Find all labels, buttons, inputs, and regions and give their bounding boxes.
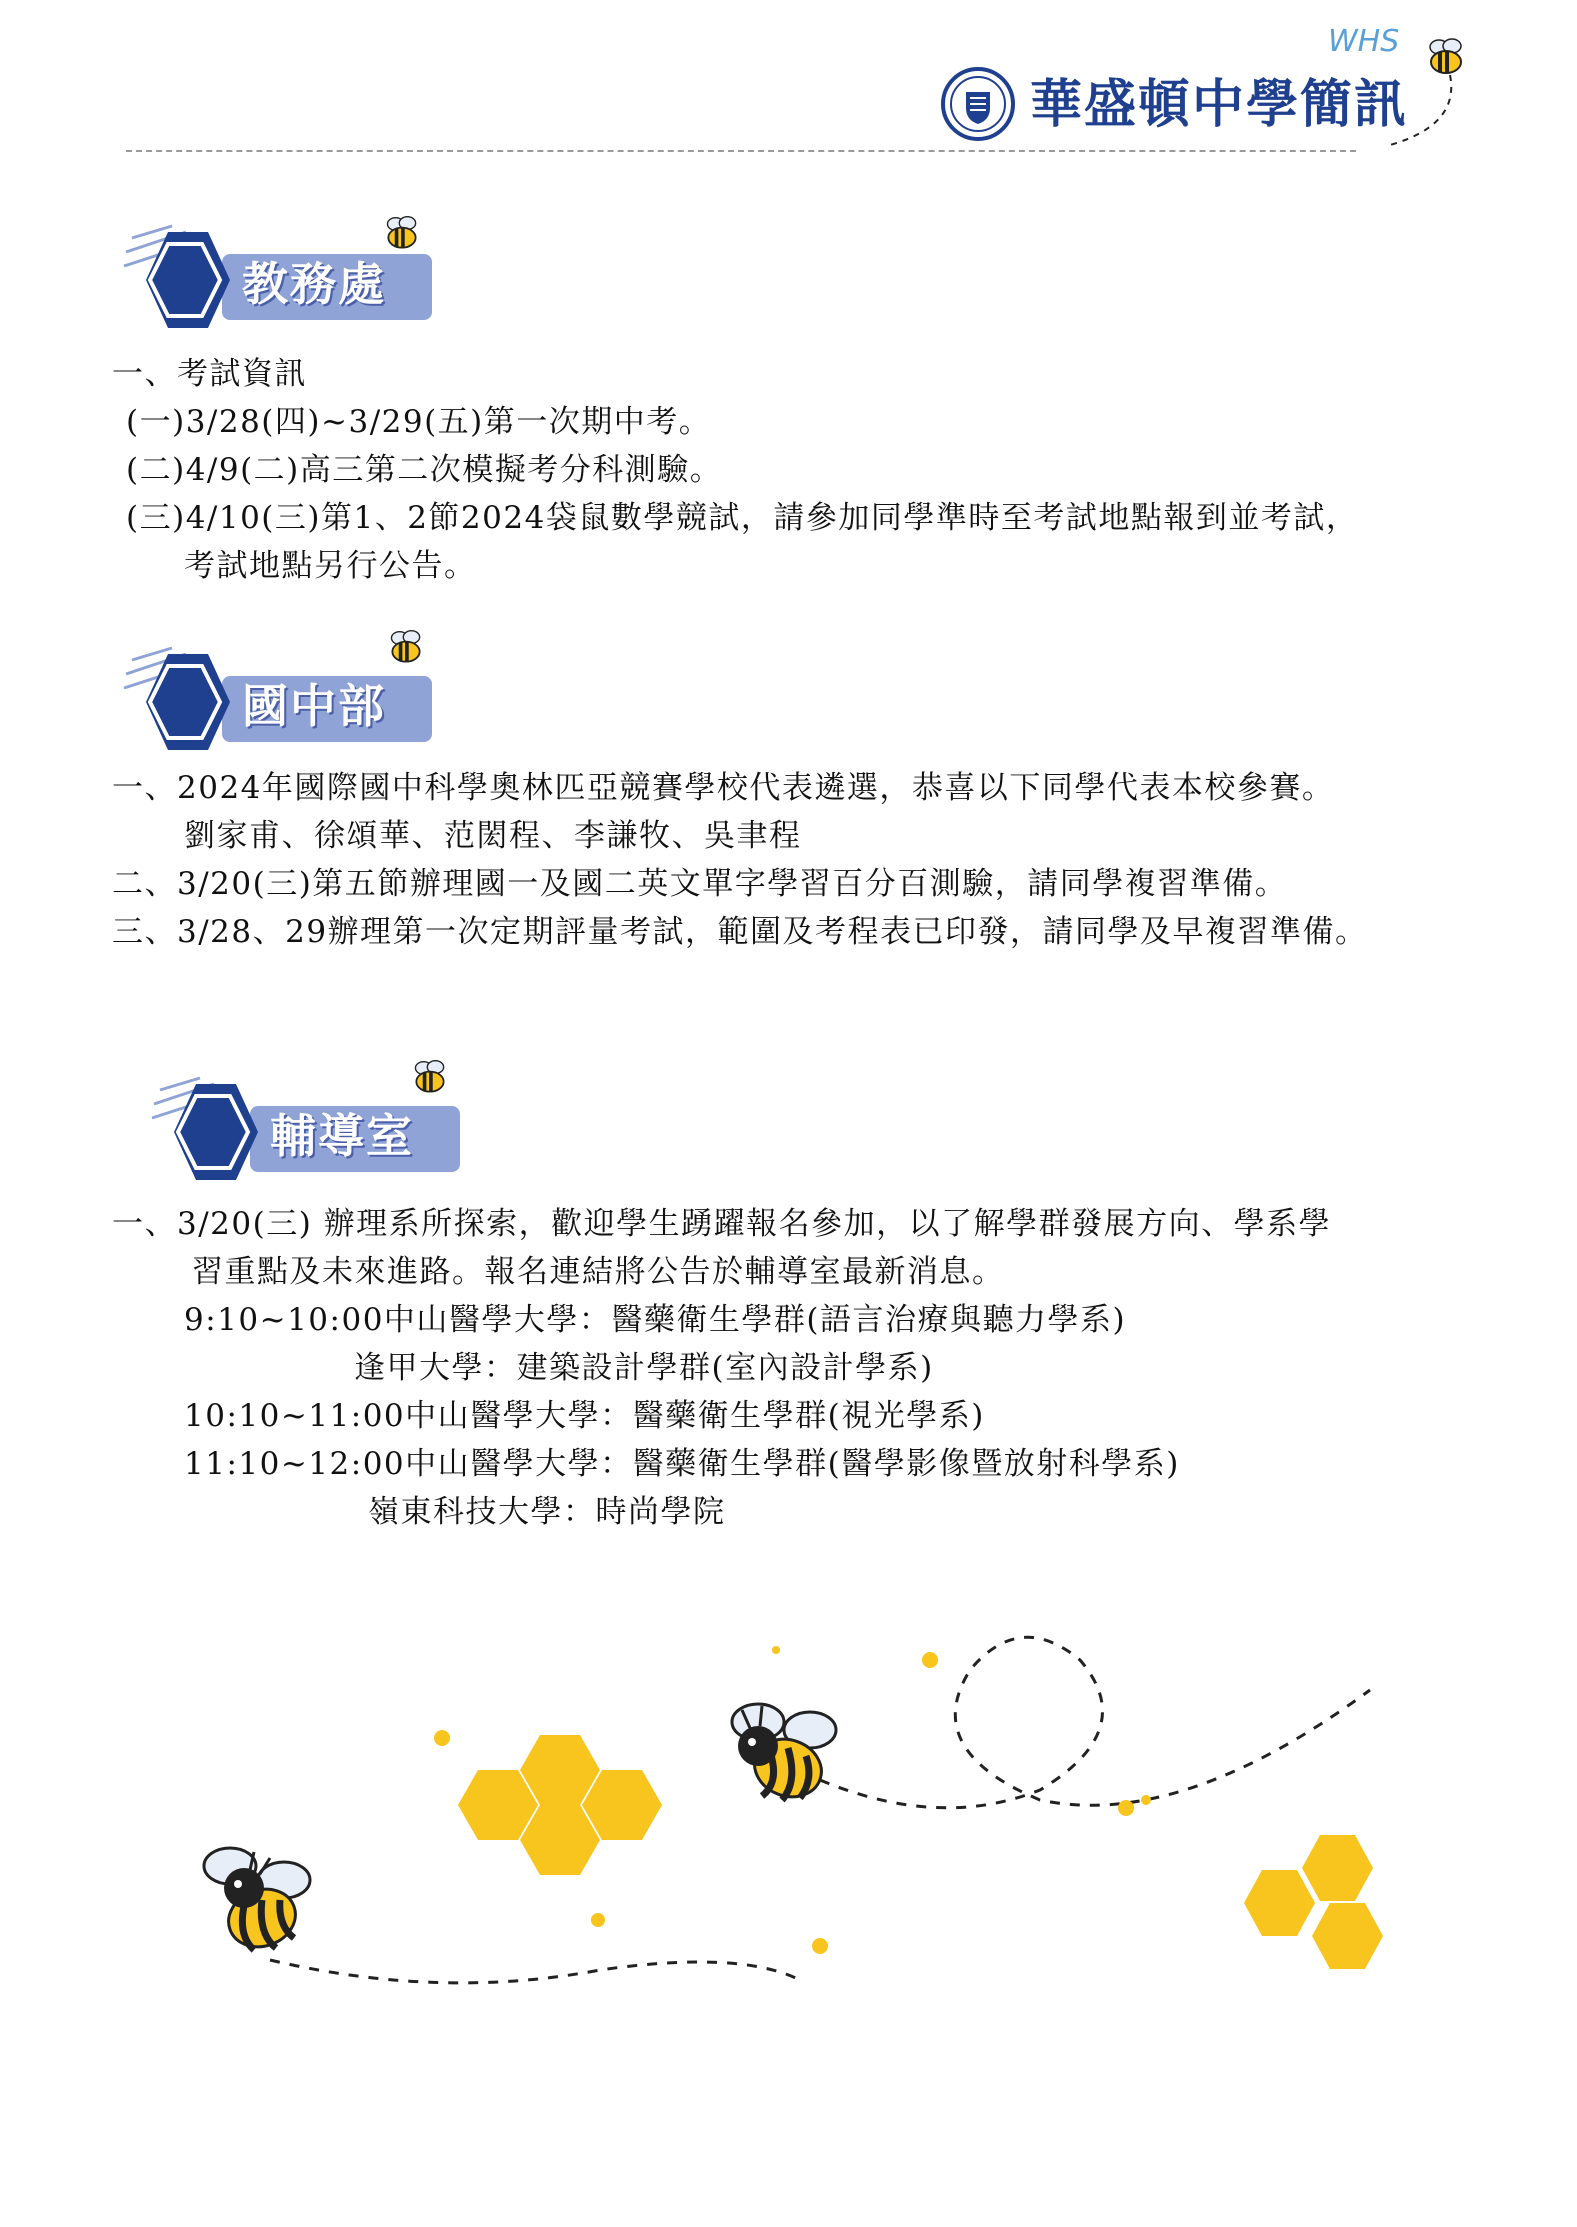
section-line: 習重點及未來進路。報名連結將公告於輔導室最新消息。 bbox=[192, 1254, 1005, 1290]
section-line: 二、3/20(三)第五節辦理國一及國二英文單字學習百分百測驗，請同學複習準備。 bbox=[112, 866, 1288, 902]
section-line: (二)4/9(二)高三第二次模擬考分科測驗。 bbox=[126, 452, 723, 488]
section-line: (三)4/10(三)第1、2節2024袋鼠數學競試，請參加同學準時至考試地點報到並考試， bbox=[126, 500, 1359, 536]
brand-mark: WHS bbox=[1328, 24, 1400, 59]
section-line: 一、2024年國際國中科學奧林匹亞競賽學校代表遴選，恭喜以下同學代表本校參賽。 bbox=[112, 770, 1335, 806]
section-title: 國中部 bbox=[242, 679, 386, 733]
honeycomb-icon bbox=[1244, 1835, 1383, 1969]
section-line: 一、3/20(三) 辦理系所探索，歡迎學生踴躍報名參加，以了解學群發展方向、學系學 bbox=[112, 1206, 1332, 1242]
school-crest-icon bbox=[940, 66, 1016, 142]
section-line: 11:10~12:00中山醫學大學：醫藥衛生學群(醫學影像暨放射科學系) bbox=[184, 1446, 1180, 1482]
section-line: 逢甲大學：建築設計學群(室內設計學系) bbox=[354, 1350, 934, 1386]
section-line: 嶺東科技大學：時尚學院 bbox=[368, 1494, 726, 1530]
section-line: (一)3/28(四)~3/29(五)第一次期中考。 bbox=[126, 404, 712, 440]
section-line: 考試地點另行公告。 bbox=[184, 548, 477, 584]
section-line: 一、考試資訊 bbox=[112, 356, 307, 392]
section-line: 三、3/28、29辦理第一次定期評量考試，範圍及考程表已印發，請同學及早複習準備。 bbox=[112, 914, 1368, 950]
section-line: 10:10~11:00中山醫學大學：醫藥衛生學群(視光學系) bbox=[184, 1398, 985, 1434]
bee-icon bbox=[408, 1058, 452, 1098]
bee-icon bbox=[380, 214, 424, 254]
section-line: 劉家甫、徐頌華、范閎程、李謙牧、吳聿程 bbox=[184, 818, 802, 854]
section-title: 輔導室 bbox=[270, 1109, 414, 1163]
honeycomb-icon bbox=[458, 1735, 662, 1875]
header-divider bbox=[126, 150, 1356, 152]
bee-flight-path bbox=[1380, 70, 1470, 150]
newsletter-title: 華盛頓中學簡訊 bbox=[1030, 75, 1409, 135]
bee-icon bbox=[204, 1848, 310, 1956]
section-title: 教務處 bbox=[242, 257, 386, 311]
bee-icon bbox=[384, 628, 428, 668]
section-line: 9:10~10:00中山醫學大學：醫藥衛生學群(語言治療與聽力學系) bbox=[184, 1302, 1127, 1338]
bee-illustration bbox=[180, 1590, 1440, 2010]
bee-icon bbox=[732, 1704, 836, 1806]
